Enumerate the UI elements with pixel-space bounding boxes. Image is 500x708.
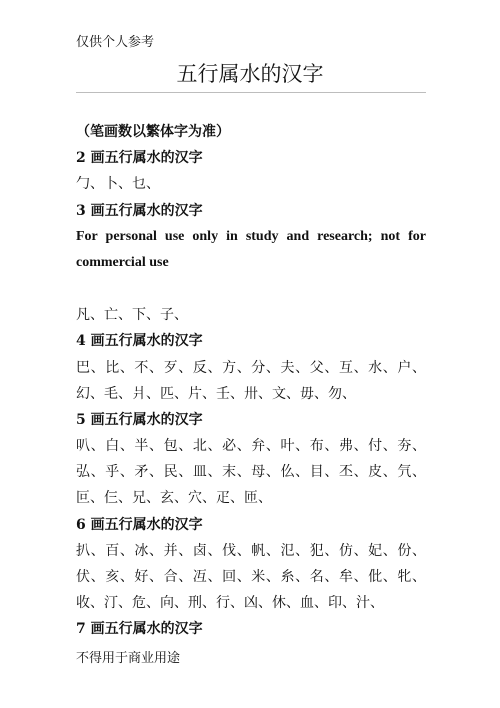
disclaimer-line-2: commercial use (76, 254, 169, 270)
document-body (76, 119, 426, 643)
heading-4-strokes: 4 画五行属水的汉字 (76, 333, 203, 350)
blank-gap (76, 276, 426, 302)
header-note: 仅供个人参考 (76, 35, 155, 50)
char-list-3-line-1: 凡、亡、下、子、 (76, 307, 188, 324)
char-list-4-line-1: 巴、比、不、歹、反、方、分、夫、父、互、水、户、 (76, 359, 426, 376)
char-list-6-line-2: 伏、亥、好、合、冱、回、米、糸、名、牟、仳、牝、 (76, 569, 426, 585)
char-list-5-line-1: 叭、白、半、包、北、必、弁、叶、布、弗、付、夯、 (76, 438, 426, 455)
char-list-4-line-2: 幻、毛、爿、匹、片、壬、卅、文、毋、勿、 (76, 385, 356, 402)
stroke-note: （笔画数以繁体字为准） (76, 124, 230, 140)
heading-6-strokes: 6 画五行属水的汉字 (76, 516, 203, 533)
page-title: 五行属水的汉字 (176, 62, 324, 86)
char-list-5-line-3: 叵、仨、兄、玄、穴、疋、匝、 (76, 490, 272, 507)
disclaimer-line-1: For personal use only in study and research; not for (76, 228, 426, 244)
footer-note: 不得用于商业用途 (76, 651, 181, 666)
heading-2-strokes: 2 画五行属水的汉字 (76, 150, 203, 167)
char-list-6-line-3: 收、汀、危、向、刑、行、凶、休、血、印、汁、 (76, 595, 384, 612)
char-list-2-line-1: 勹、卜、乜、 (76, 176, 160, 193)
char-list-5-line-2: 弘、乎、矛、民、皿、末、母、仫、目、丕、皮、氕、 (76, 464, 426, 481)
heading-5-strokes: 5 画五行属水的汉字 (76, 411, 203, 428)
heading-7-strokes: 7 画五行属水的汉字 (76, 621, 203, 638)
title-divider (76, 92, 426, 93)
heading-3-strokes: 3 画五行属水的汉字 (76, 202, 203, 219)
char-list-6-line-1: 扒、百、冰、并、卤、伐、帆、氾、犯、仿、妃、份、 (76, 542, 426, 559)
